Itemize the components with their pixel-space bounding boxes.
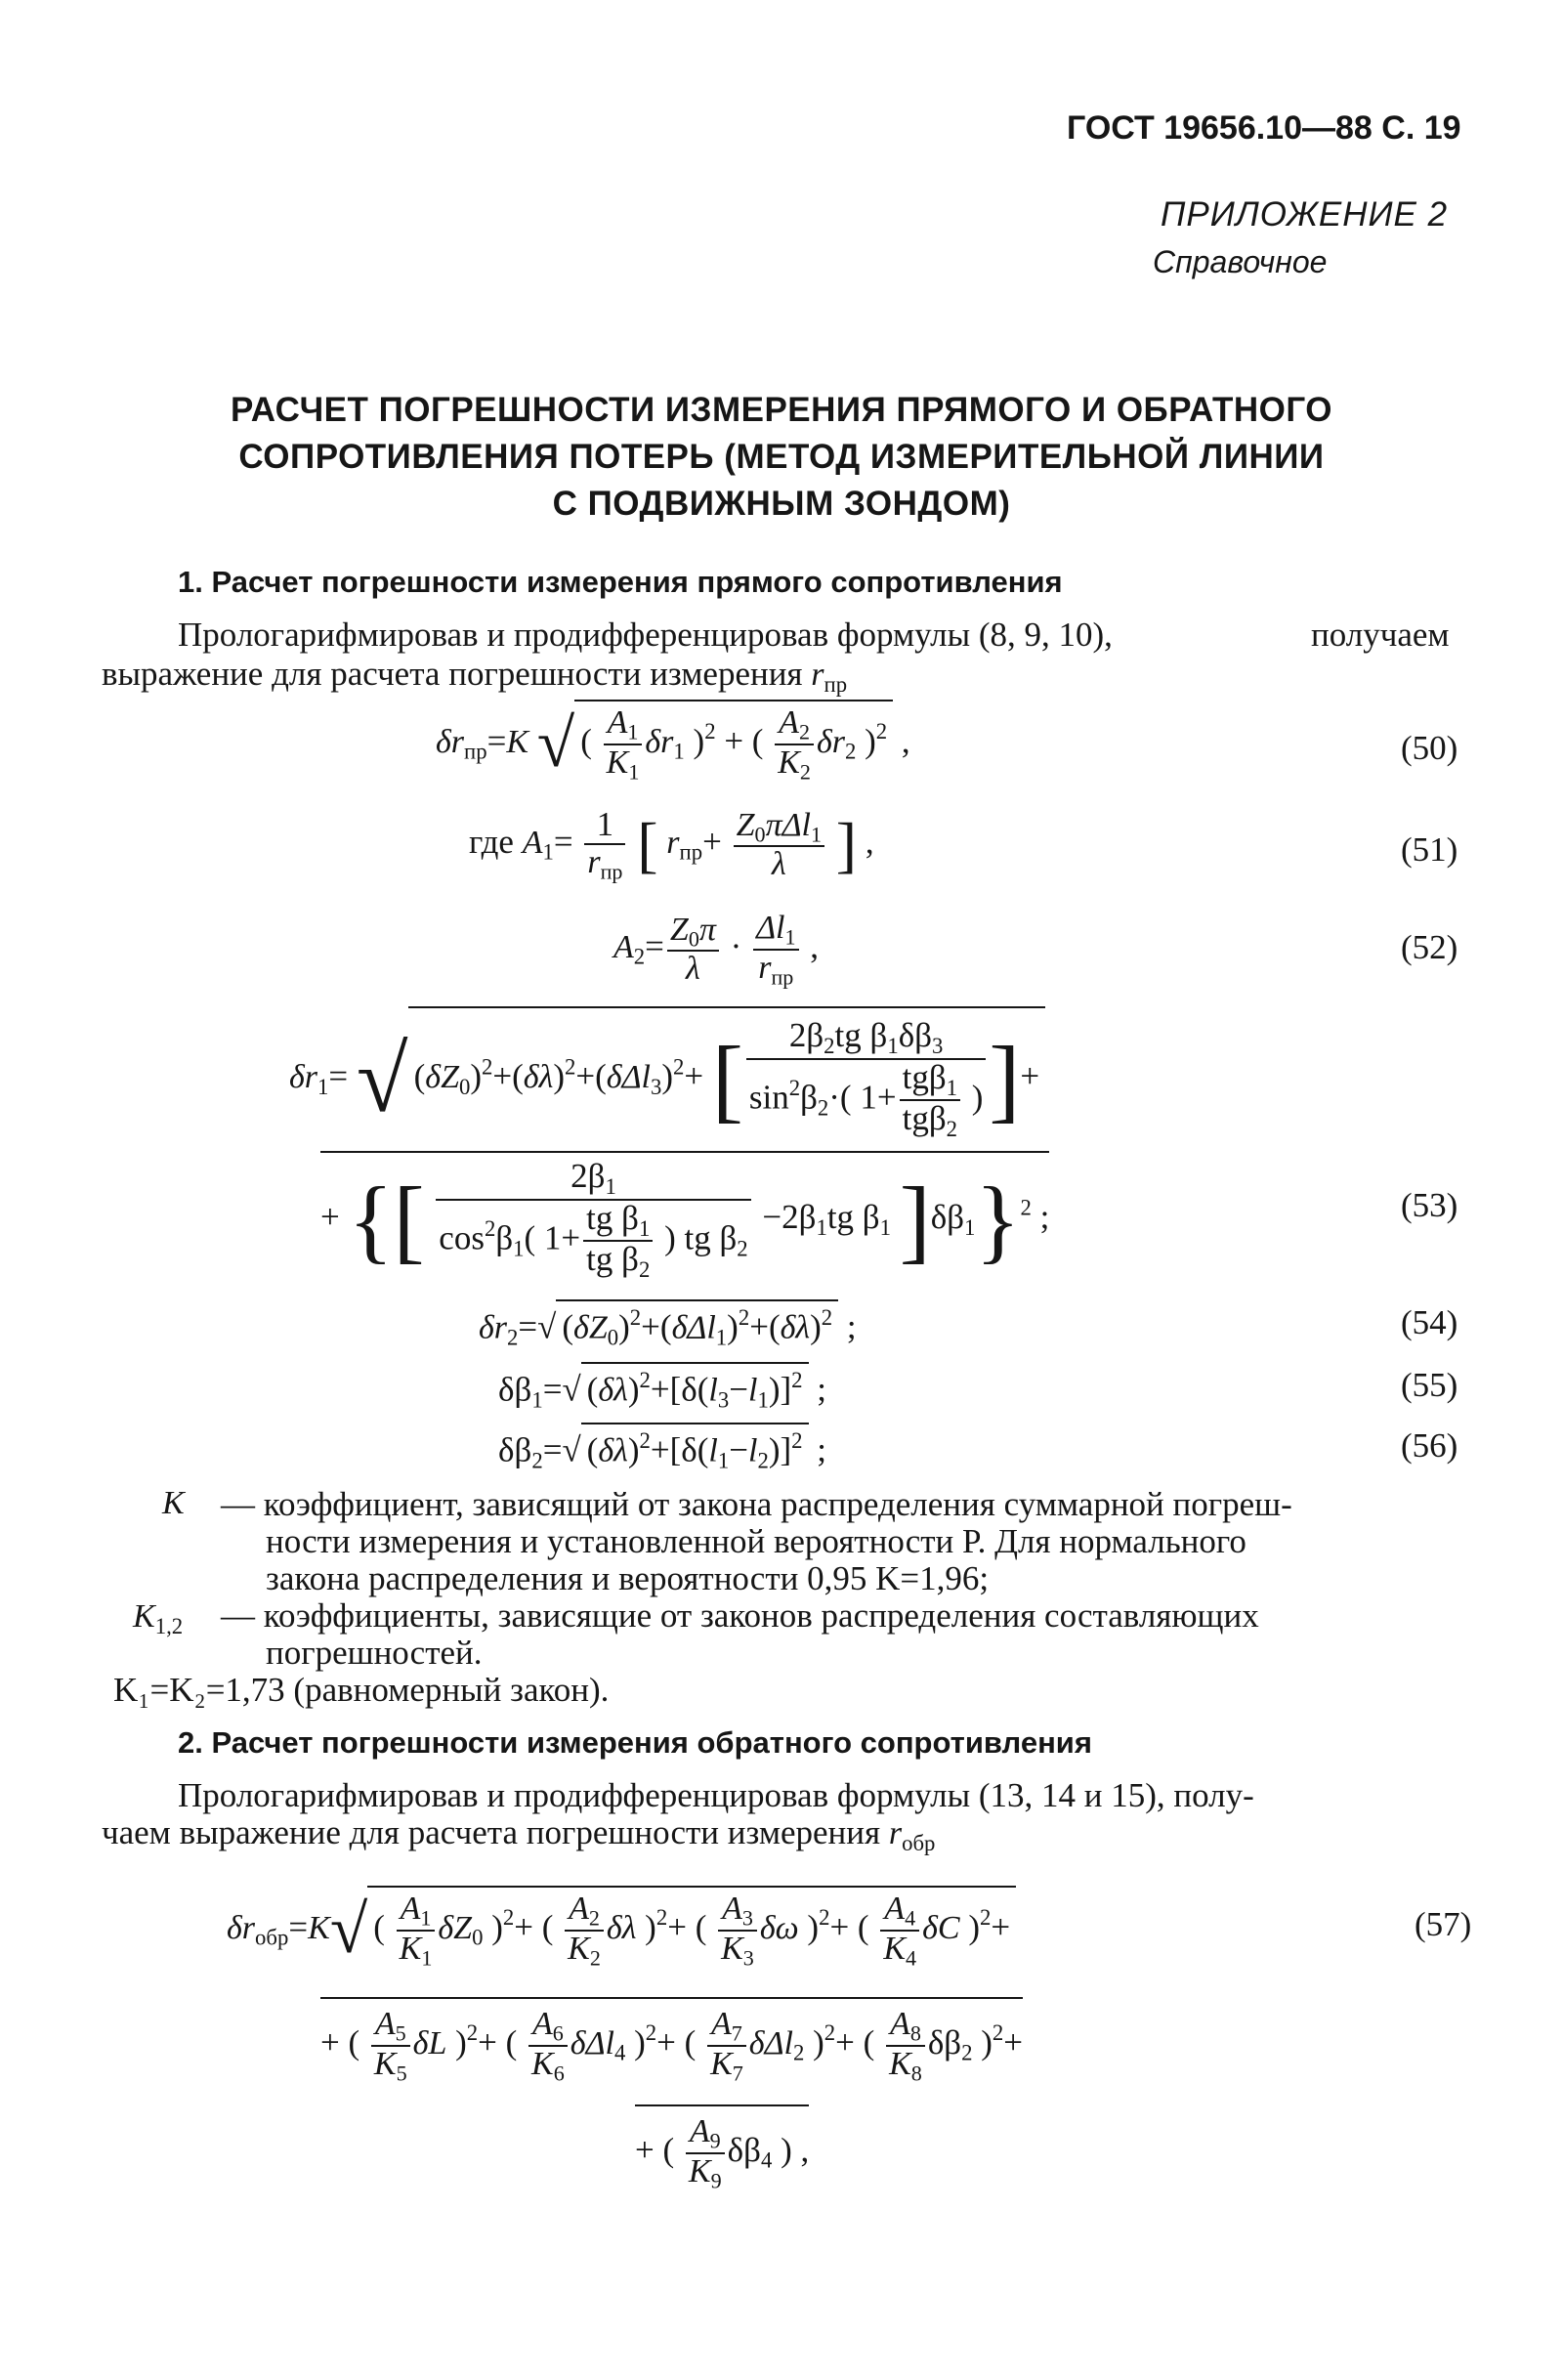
equation-56: $\delta\beta_2=√$ $(\delta\lambda)^2+[\delta(l_1-l_2)]^2$ ; (498, 1423, 826, 1473)
title-line-2: СОПРОТИВЛЕНИЯ ПОТЕРЬ (МЕТОД ИЗМЕРИТЕЛЬНОЙ ЛИНИИ (238, 438, 1325, 476)
eq-num-50: (50) (1401, 729, 1458, 767)
eq-num-57: (57) (1415, 1905, 1472, 1943)
appendix-label: ПРИЛОЖЕНИЕ 2 (1161, 195, 1449, 234)
equation-53-line-1: $\delta r_1= √(\delta Z_0)^2+(\delta\lambda)^2+(\delta\Delta l_3)^2+$ [ $2\beta_2tg$ $\beta_1\delta\beta_3$ $\sin^2\beta_2\cdot$( 1+ $\frac{tg\beta_1}{tg\beta_2}$ ) ]+ (289, 1006, 1045, 1141)
eq-num-55: (55) (1401, 1366, 1458, 1404)
section-1-para-line-2: выражение для расчета погрешности измерения $r_{пр}$ (102, 655, 848, 697)
def-k12-text-2: погрешностей. (266, 1634, 483, 1672)
eq-num-53: (53) (1401, 1186, 1458, 1224)
title-line-1: РАСЧЕТ ПОГРЕШНОСТИ ИЗМЕРЕНИЯ ПРЯМОГО И ОБРАТНОГО (231, 391, 1332, 429)
equation-55: $\delta\beta_1=√$ $(\delta\lambda)^2+[\delta(l_3-l_1)]^2$ ; (498, 1362, 826, 1413)
equation-50: $\delta r_{пр}=K$ √( $\frac{A_1}{K_1}$ $\delta r_1$ )$^2$ + ( $\frac{A_2}{K_2}$ $\delta r_2$ )$^2$ , (436, 700, 910, 784)
def-k-text-3: закона распределения и вероятности 0,95 K=1,96; (266, 1559, 990, 1597)
equation-54: $\delta r_2=√$ $(\delta Z_0)^2+(\delta\Delta l_1)^2+(\delta\lambda)^2$ ; (479, 1299, 857, 1350)
def-k12-symbol: $K_{1,2}$ (133, 1598, 184, 1638)
eq-num-51: (51) (1401, 830, 1458, 869)
equation-57-line-3: + ( $\frac{A_9}{K_9}$ $\delta\beta_4$ ) , (635, 2104, 809, 2192)
section-2-para-line-1: Прологарифмировав и продифференцировав формулы (13, 14 и 15), полу- (178, 1776, 1254, 1814)
equation-52: $A_2=$ $\frac{Z_0\pi}{\lambda}$ · $\frac{\Delta l_1}{r_{пр}}$ , (613, 910, 820, 990)
def-k-symbol: K (162, 1485, 185, 1521)
page-header: ГОСТ 19656.10—88 С. 19 (1067, 109, 1461, 147)
equation-57-line-2: + ( $\frac{A_5}{K_5}$ δL )$^2$+ ( $\frac{A_6}{K_6}$ δΔl$_4$ )$^2$+ ( $\frac{A_7}{K_7}$ δΔl$_2$ )$^2$+ ( $\frac{A_8}{K_8}$ $\delta\beta_2$ )$^2$+ (320, 1997, 1023, 2085)
def-k1k2-line: K₁=K₂=1,73 (равномерный закон). (113, 1671, 610, 1709)
section-1-heading: 1. Расчет погрешности измерения прямого сопротивления (178, 565, 1063, 599)
title-line-3: С ПОДВИЖНЫМ ЗОНДОМ) (552, 485, 1011, 523)
def-k-text-1: — коэффициент, зависящий от закона распределения суммарной погреш- (221, 1485, 1292, 1523)
section-1-para-line-1: Прологарифмировав и продифференцировав формулы (8, 9, 10), (178, 616, 1113, 654)
eq-num-56: (56) (1401, 1426, 1458, 1465)
equation-57-line-1: $\delta r_{обр}=K√$( $\frac{A_1}{K_1}$ $\delta Z_0$ )$^2$+ ( $\frac{A_2}{K_2}$ δλ )$^2$+ ( $\frac{A_3}{K_3}$ δω )$^2$+ ( $\frac{A_4}{K_4}$ δC )$^2$+ (227, 1886, 1016, 1970)
section-1-para-line-1-end: получаем (1311, 616, 1450, 654)
eq-num-54: (54) (1401, 1303, 1458, 1341)
equation-51: где $A_1=$ $\frac{1}{r_{пр}}$ [ $r_{пр}+$ $\frac{Z_0\pi\Delta l_1}{\lambda}$ ] , (469, 805, 874, 884)
def-k-text-2: ности измерения и установленной вероятности P. Для нормального (266, 1522, 1246, 1560)
eq-num-52: (52) (1401, 928, 1458, 966)
section-2-heading: 2. Расчет погрешности измерения обратного сопротивления (178, 1725, 1092, 1760)
appendix-note: Справочное (1153, 244, 1328, 279)
equation-53-line-2: + {[ $2\beta_1$ $\cos^2\beta_1$( 1+ $\frac{tg \beta_1}{tg \beta_2}$ ) tg $\beta_2$ $-2\beta_1tg$ $\beta_1$ ]$\delta\beta_1\}^2$ ; (320, 1151, 1049, 1282)
def-k12-text-1: — коэффициенты, зависящие от законов распределения составляющих (221, 1596, 1259, 1635)
section-2-para-line-2: чаем выражение для расчета погрешности измерения $r_{обр}$ (102, 1813, 936, 1855)
